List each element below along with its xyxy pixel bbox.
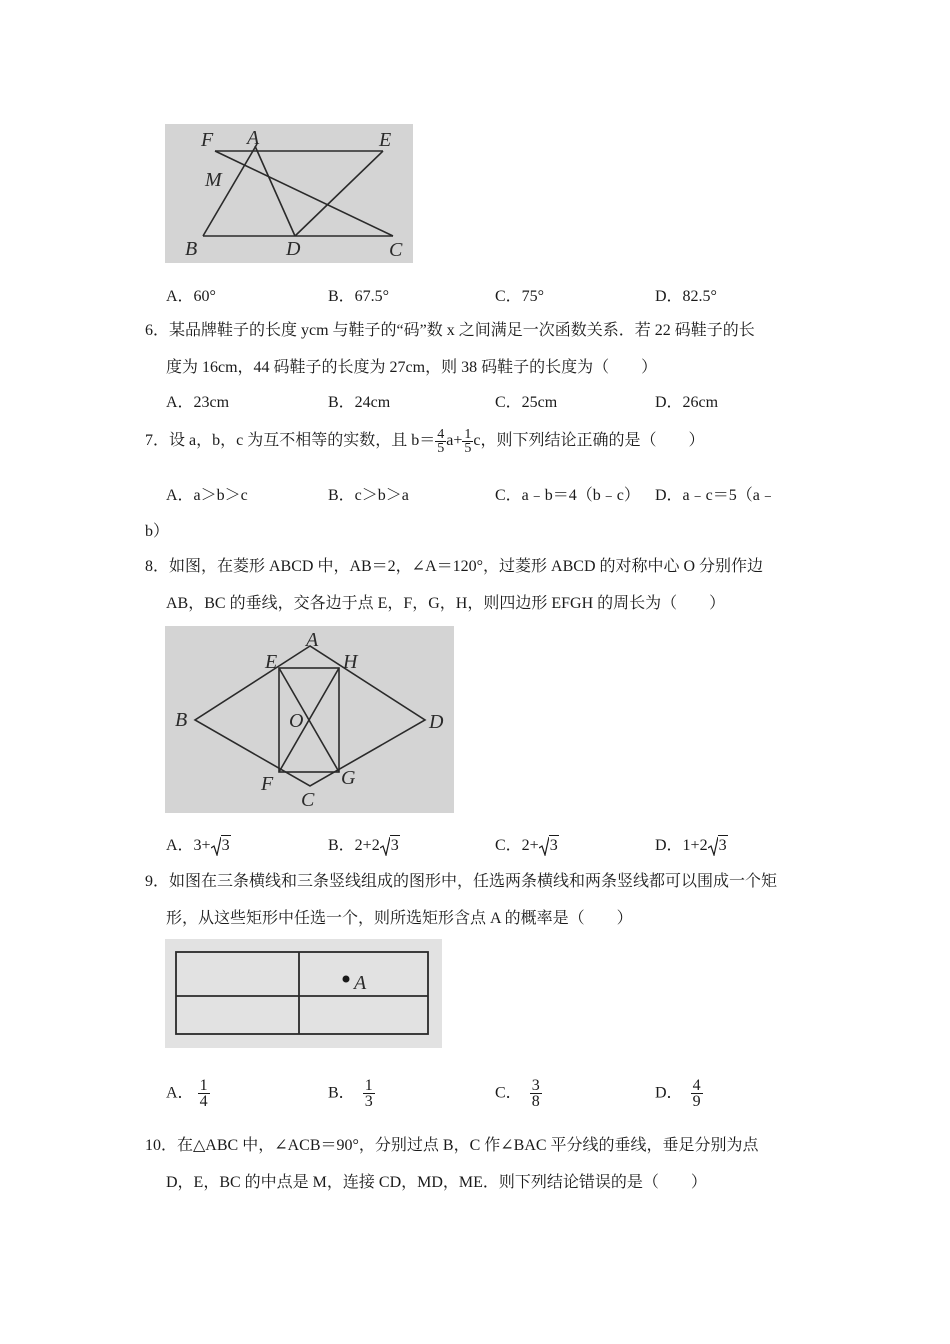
q7-frac-four-fifths [435,428,446,455]
q9-stem-line1: 9．如图在三条横线和三条竖线组成的图形中，任选两条横线和两条竖线都可以围成一个矩 [145,873,778,890]
q9-diagram [165,939,442,1048]
sqrt-sign-icon [380,835,400,856]
q5-line-ad [255,146,295,236]
q8-option-a-prefix: A．3+ [166,837,211,854]
q8-label-o: O [289,710,304,732]
q7-option-d: D．a﹣c＝5（a﹣ [655,487,776,504]
q8-label-f: F [261,773,274,795]
q8-rhombus [195,646,425,786]
q8-option-c-prefix: C．2+ [495,837,539,854]
q5-figure [165,124,413,263]
q9-label-a: A [354,972,367,994]
q6-option-b: B．24cm [328,394,391,411]
q5-label-b: B [185,238,198,260]
q8-figure [165,626,454,813]
q9-option-a-frac [198,1078,210,1109]
q5-option-c: C．75° [495,288,545,305]
q6-option-d: D．26cm [655,394,719,411]
q9-option-a-num: 1 [199,1077,208,1094]
q8-label-h: H [343,651,358,673]
q7-stem-mid: a+ [446,432,463,450]
q5-diagram [165,124,413,263]
q8-label-e: E [265,651,278,673]
q8-stem-line1: 8．如图，在菱形 ABCD 中，AB＝2，∠A＝120°，过菱形 ABCD 的对称中心 O 分别作边 [145,558,764,575]
q7-option-b: B．c＞b＞a [328,487,409,504]
q9-option-d [655,1078,703,1109]
q8-option-b-prefix: B．2+2 [328,837,380,854]
q9-stem-line2: 形，从这些矩形中任选一个，则所选矩形含点 A 的概率是（ ） [166,910,633,927]
q8-label-d: D [429,711,444,733]
q9-option-c-prefix: C． [495,1084,522,1102]
q8-label-c: C [301,789,315,811]
q10-stem-line1: 10．在△ABC 中，∠ACB＝90°，分别过点 B，C 作∠BAC 平分线的垂线，垂足分别为点 [145,1137,759,1154]
q9-option-d-frac [691,1078,703,1109]
q8-stem-line2: AB，BC 的垂线，交各边于点 E，F，G，H，则四边形 EFGH 的周长为（ ） [166,595,726,612]
q6-option-c: C．25cm [495,394,558,411]
q9-option-d-num: 4 [692,1077,701,1094]
q8-option-d-prefix: D．1+2 [655,837,708,854]
q8-option-c [495,835,559,856]
sqrt-sign-icon [708,835,728,856]
q9-outer-rect [176,952,428,1034]
q7-stem-prefix: 7．设 a，b，c 为互不相等的实数，且 b＝ [145,432,436,450]
sqrt-sign-icon [539,835,559,856]
q9-option-b-den: 3 [364,1093,373,1110]
q7-stem [145,428,704,455]
q7-frac1-den: 5 [437,441,445,456]
q9-point-a-dot [343,976,350,983]
q5-option-a: A．60° [166,288,216,305]
q5-option-b: B．67.5° [328,288,390,305]
q9-option-b-num: 1 [364,1077,373,1094]
q5-label-e: E [379,129,392,151]
q7-option-a: A．a＞b＞c [166,487,248,504]
q8-option-b-radicand: 3 [390,837,399,854]
q5-label-c: C [389,239,403,261]
q7-frac2-num: 1 [464,427,472,442]
q6-stem-line1: 6．某品牌鞋子的长度 ycm 与鞋子的“码”数 x 之间满足一次函数关系．若 22 码鞋子的长 [145,322,755,339]
q5-label-a: A [247,127,260,149]
q9-option-c-den: 8 [531,1093,540,1110]
q7-option-d-wrap: b） [145,523,170,540]
q7-frac1-num: 4 [437,427,445,442]
q8-option-c-radicand: 3 [549,837,558,854]
q5-line-fc [215,151,393,236]
q9-option-c [495,1078,542,1109]
q9-option-a-prefix: A． [166,1084,194,1102]
q8-option-d-radicand: 3 [718,837,727,854]
q9-option-b [328,1078,375,1109]
q6-stem-line2: 度为 16cm，44 码鞋子的长度为 27cm，则 38 码鞋子的长度为（ ） [166,359,658,376]
q5-label-d: D [286,238,301,260]
q8-option-d [655,835,728,856]
q5-label-f: F [201,129,214,151]
q9-figure [165,939,442,1048]
q9-option-c-num: 3 [531,1077,540,1094]
q9-option-d-prefix: D． [655,1084,683,1102]
q9-option-d-den: 9 [692,1093,701,1110]
q8-label-b: B [175,709,188,731]
q9-option-c-frac [530,1078,542,1109]
q8-label-g: G [341,767,356,789]
q5-line-ed [295,151,383,236]
q7-frac2-den: 5 [464,441,472,456]
q5-option-d: D．82.5° [655,288,717,305]
q9-option-a-den: 4 [199,1093,208,1110]
q8-option-a [166,835,231,856]
q9-option-b-prefix: B． [328,1084,355,1102]
q10-stem-line2: D，E，BC 的中点是 M，连接 CD，MD，ME．则下列结论错误的是（ ） [166,1174,707,1191]
q6-option-a: A．23cm [166,394,230,411]
q8-label-a: A [306,629,319,651]
q7-option-c: C．a﹣b＝4（b﹣c） [495,487,640,504]
sqrt-sign-icon [211,835,231,856]
q7-stem-suffix: c，则下列结论正确的是（ ） [473,432,705,450]
q8-option-a-radicand: 3 [221,837,230,854]
q8-diagram [165,626,454,813]
q5-label-m: M [205,169,222,191]
q9-option-a [166,1078,210,1109]
q8-option-b [328,835,400,856]
q7-frac-one-fifth [462,428,473,455]
q9-option-b-frac [363,1078,375,1109]
